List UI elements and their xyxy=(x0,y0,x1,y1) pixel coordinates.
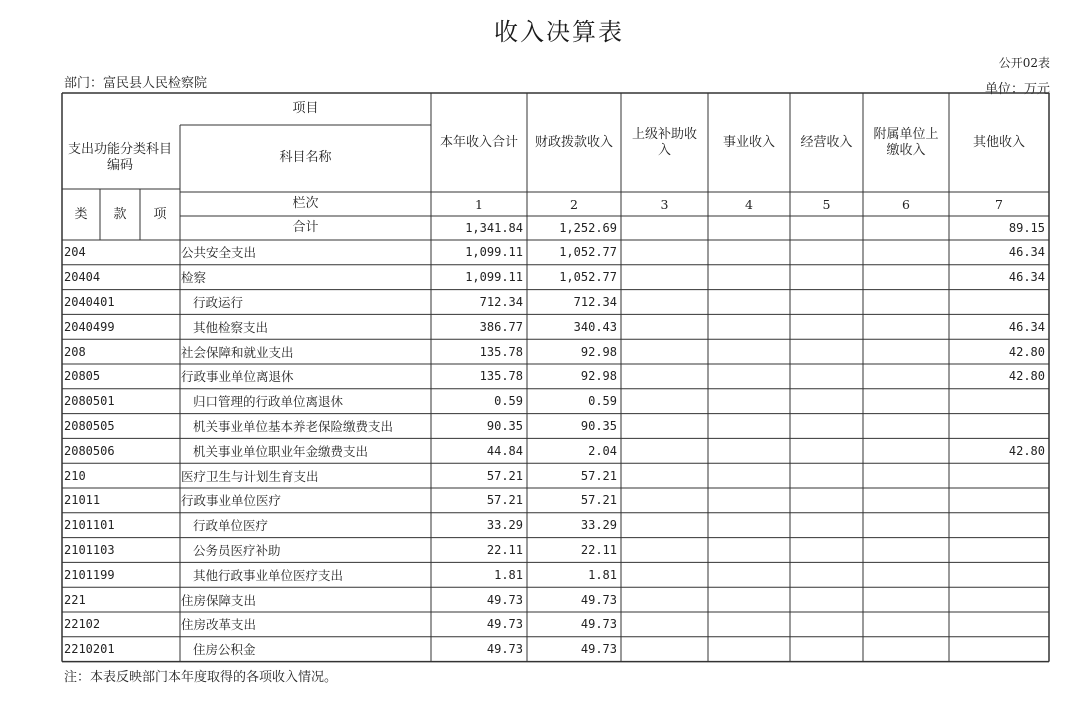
amount-cell: 42.80 xyxy=(1008,344,1045,359)
amount-cell: 386.77 xyxy=(479,319,523,334)
function-code: 20805 xyxy=(64,369,101,384)
amount-cell: 46.34 xyxy=(1008,270,1045,285)
amount-cell: 46.34 xyxy=(1008,319,1045,334)
function-code: 210 xyxy=(64,468,86,483)
column-header: 本年收入合计 xyxy=(439,134,518,150)
subject-name: 公共安全支出 xyxy=(181,245,257,261)
total-value: 89.15 xyxy=(1008,221,1045,235)
header-xiang: 项 xyxy=(153,207,167,222)
amount-cell: 2.04 xyxy=(588,443,617,458)
subject-name: 住房公积金 xyxy=(193,642,256,658)
function-code: 204 xyxy=(64,245,86,260)
amount-cell: 33.29 xyxy=(486,518,523,533)
amount-cell: 1.81 xyxy=(494,567,523,582)
amount-cell: 49.73 xyxy=(486,642,523,657)
header-kuan: 款 xyxy=(113,207,127,222)
amount-cell: 57.21 xyxy=(580,493,617,508)
amount-cell: 1,099.11 xyxy=(465,270,523,285)
amount-cell: 712.34 xyxy=(479,294,523,309)
amount-cell: 135.78 xyxy=(479,369,523,384)
function-code: 2040401 xyxy=(64,294,115,309)
function-code: 2080506 xyxy=(64,443,115,458)
amount-cell: 49.73 xyxy=(486,592,523,607)
column-number: 6 xyxy=(902,196,910,212)
amount-cell: 57.21 xyxy=(486,468,523,483)
amount-cell: 42.80 xyxy=(1008,443,1045,458)
amount-cell: 42.80 xyxy=(1008,369,1045,384)
function-code: 2101103 xyxy=(64,542,115,557)
function-code: 20404 xyxy=(64,270,101,285)
header-func-code: 支出功能分类科目编码 xyxy=(67,142,172,173)
amount-cell: 92.98 xyxy=(580,369,617,384)
function-code: 2210201 xyxy=(64,642,115,657)
amount-cell: 22.11 xyxy=(580,542,617,557)
amount-cell: 1,052.77 xyxy=(559,245,617,260)
amount-cell: 92.98 xyxy=(580,344,617,359)
report-title: 收入决算表 xyxy=(494,18,624,46)
column-number: 1 xyxy=(475,196,483,212)
amount-cell: 0.59 xyxy=(494,394,523,409)
subject-name: 机关事业单位基本养老保险缴费支出 xyxy=(193,418,394,434)
amount-cell: 44.84 xyxy=(486,443,523,458)
amount-cell: 90.35 xyxy=(580,418,617,433)
subject-name: 归口管理的行政单位离退休 xyxy=(193,394,344,410)
function-code: 2040499 xyxy=(64,319,115,334)
column-number: 2 xyxy=(570,196,578,212)
column-number: 7 xyxy=(995,196,1003,212)
function-code: 221 xyxy=(64,592,86,607)
column-header: 上级补助收入 xyxy=(631,126,697,158)
amount-cell: 57.21 xyxy=(486,493,523,508)
column-header: 经营收入 xyxy=(800,134,853,150)
column-header: 事业收入 xyxy=(722,134,775,150)
amount-cell: 33.29 xyxy=(580,518,617,533)
amount-cell: 22.11 xyxy=(486,542,523,557)
column-header: 财政拨款收入 xyxy=(534,134,613,150)
header-subject-name: 科目名称 xyxy=(279,150,332,165)
amount-cell: 90.35 xyxy=(486,418,523,433)
function-code: 2101101 xyxy=(64,518,115,533)
amount-cell: 1,099.11 xyxy=(465,245,523,260)
department-label: 部门：富民县人民检察院 xyxy=(64,76,208,91)
amount-cell: 1.81 xyxy=(588,567,617,582)
function-code: 22102 xyxy=(64,617,101,632)
header-lanci: 栏次 xyxy=(292,196,319,211)
subject-name: 行政运行 xyxy=(193,294,244,310)
subject-name: 行政事业单位医疗 xyxy=(181,493,282,509)
amount-cell: 49.73 xyxy=(486,617,523,632)
function-code: 208 xyxy=(64,344,86,359)
amount-cell: 0.59 xyxy=(588,394,617,409)
amount-cell: 340.43 xyxy=(573,319,617,334)
subject-name: 其他检察支出 xyxy=(193,319,269,335)
total-value: 1,341.84 xyxy=(465,221,523,235)
column-header: 附属单位上缴收入 xyxy=(873,126,939,158)
amount-cell: 49.73 xyxy=(580,617,617,632)
subject-name: 机关事业单位职业年金缴费支出 xyxy=(193,443,369,459)
subject-name: 社会保障和就业支出 xyxy=(181,344,294,360)
column-number: 4 xyxy=(745,196,753,212)
amount-cell: 135.78 xyxy=(479,344,523,359)
function-code: 2080501 xyxy=(64,394,115,409)
column-number: 3 xyxy=(660,196,669,212)
total-value: 1,252.69 xyxy=(559,221,617,235)
form-number: 公开02表 xyxy=(998,56,1050,70)
amount-cell: 57.21 xyxy=(580,468,617,483)
column-number: 5 xyxy=(822,196,831,212)
subject-name: 其他行政事业单位医疗支出 xyxy=(193,567,344,583)
total-label: 合计 xyxy=(292,220,319,235)
header-item: 项目 xyxy=(292,101,319,116)
subject-name: 住房保障支出 xyxy=(181,592,257,608)
column-header: 其他收入 xyxy=(972,134,1025,150)
subject-name: 住房改革支出 xyxy=(181,617,257,633)
subject-name: 检察 xyxy=(181,270,207,286)
footnote: 注：本表反映部门本年度取得的各项收入情况。 xyxy=(64,670,338,685)
function-code: 2101199 xyxy=(64,567,115,582)
subject-name: 公务员医疗补助 xyxy=(193,542,281,558)
subject-name: 医疗卫生与计划生育支出 xyxy=(181,468,319,484)
unit-label: 单位：万元 xyxy=(984,82,1050,97)
amount-cell: 49.73 xyxy=(580,642,617,657)
subject-name: 行政事业单位离退休 xyxy=(181,369,294,385)
function-code: 21011 xyxy=(64,493,101,508)
amount-cell: 712.34 xyxy=(573,294,617,309)
subject-name: 行政单位医疗 xyxy=(193,518,269,534)
header-lei: 类 xyxy=(74,207,88,222)
function-code: 2080505 xyxy=(64,418,115,433)
amount-cell: 46.34 xyxy=(1008,245,1045,260)
amount-cell: 49.73 xyxy=(580,592,617,607)
amount-cell: 1,052.77 xyxy=(559,270,617,285)
